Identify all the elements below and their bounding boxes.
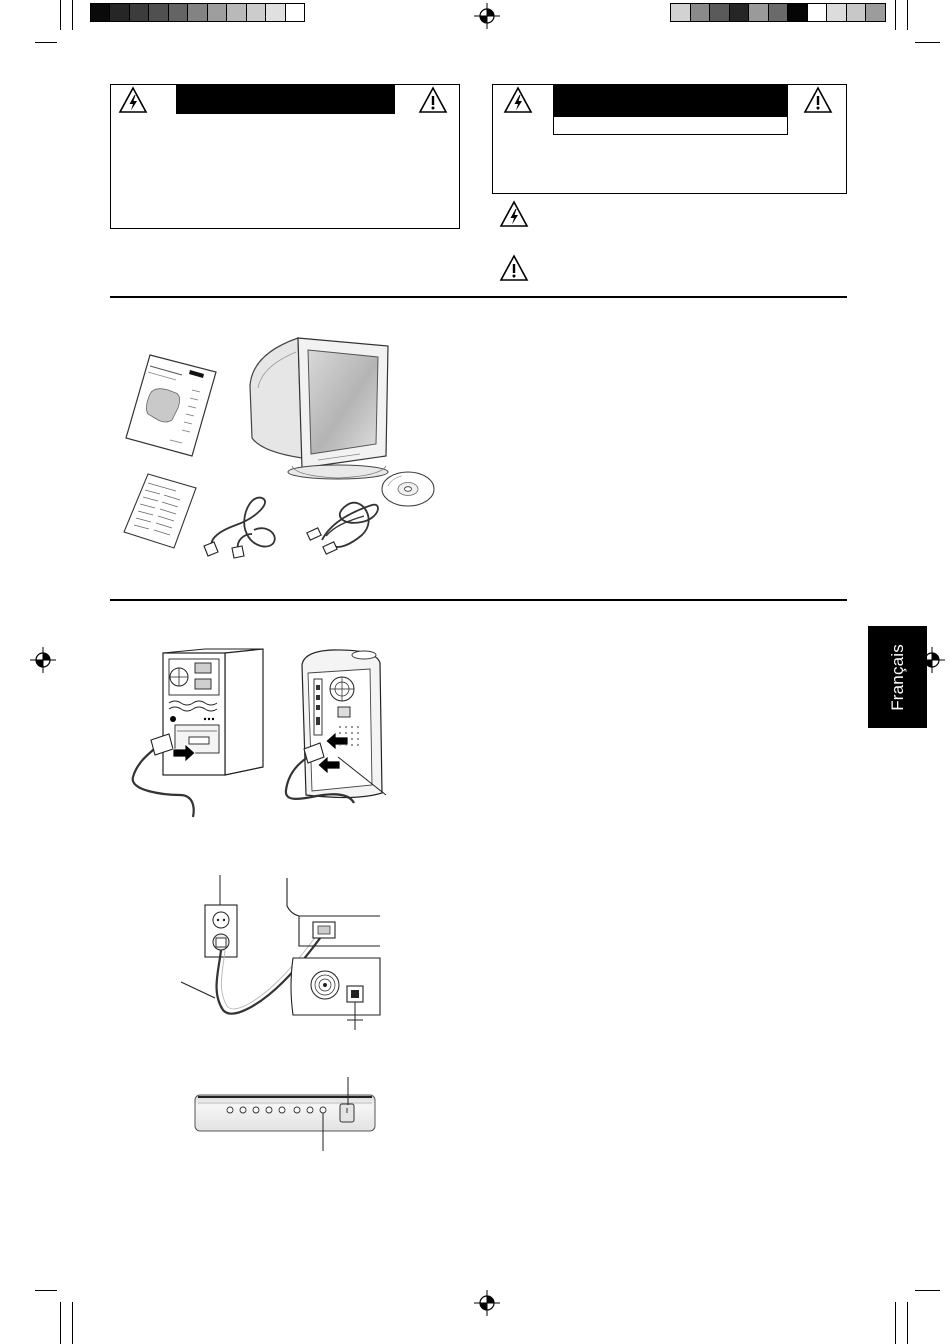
power-plug xyxy=(216,938,226,947)
calibration-right-swatch-3 xyxy=(710,4,730,21)
wall-socket xyxy=(213,912,229,928)
calibration-bar-left xyxy=(90,3,305,22)
crop-mark xyxy=(35,42,57,43)
calibration-right-swatch-11 xyxy=(866,4,885,21)
pc-tower-side xyxy=(225,649,263,775)
video-port xyxy=(189,737,209,744)
calibration-right-swatch-1 xyxy=(671,4,691,21)
crt-monitor-illustration xyxy=(240,326,400,486)
calibration-left-swatch-11 xyxy=(286,4,304,21)
crop-mark xyxy=(72,0,73,30)
calibration-left-swatch-4 xyxy=(149,4,168,21)
calibration-right-swatch-9 xyxy=(827,4,847,21)
crop-mark xyxy=(907,0,908,30)
control-button xyxy=(266,1107,272,1113)
calibration-left-swatch-7 xyxy=(208,4,227,21)
calibration-right-swatch-10 xyxy=(847,4,867,21)
d-sub-connector xyxy=(323,542,337,554)
crop-mark xyxy=(60,1302,61,1344)
section-divider xyxy=(110,296,847,298)
calibration-right-swatch-7 xyxy=(788,4,808,21)
exclamation-warning-icon xyxy=(803,86,833,114)
power-outlet-connection-illustration xyxy=(175,870,385,1035)
monitor-screen xyxy=(308,350,378,454)
power-cord-illustration xyxy=(200,490,282,560)
registration-mark-icon xyxy=(30,647,56,673)
crop-mark xyxy=(915,1290,940,1291)
registration-mark-icon xyxy=(474,3,500,29)
calibration-left-swatch-1 xyxy=(91,4,110,21)
exclamation-warning-icon xyxy=(499,254,529,282)
control-button xyxy=(253,1107,259,1113)
control-button xyxy=(307,1107,313,1113)
lightning-warning-icon xyxy=(499,200,529,228)
caution-subheader-box xyxy=(553,116,788,135)
user-manual-illustration xyxy=(120,350,220,460)
control-button xyxy=(240,1107,246,1113)
calibration-right-swatch-8 xyxy=(808,4,828,21)
lightning-warning-icon xyxy=(118,86,148,114)
power-plug xyxy=(204,542,218,556)
monitor-rear-outline xyxy=(287,878,380,916)
monitor-base xyxy=(288,465,388,479)
calibration-left-swatch-3 xyxy=(130,4,149,21)
cd-rom-illustration xyxy=(378,468,438,510)
section-divider xyxy=(110,599,847,601)
front-control-panel-illustration xyxy=(190,1075,380,1155)
calibration-right-swatch-4 xyxy=(730,4,750,21)
power-connector xyxy=(232,546,244,558)
crop-mark xyxy=(72,1302,73,1344)
crop-mark xyxy=(35,1290,57,1291)
crop-mark xyxy=(915,42,940,43)
crop-mark xyxy=(60,0,61,30)
control-button xyxy=(294,1107,300,1113)
callout-line xyxy=(181,982,215,998)
calibration-left-swatch-2 xyxy=(110,4,129,21)
calibration-right-swatch-2 xyxy=(691,4,711,21)
d-sub-connector xyxy=(307,528,321,540)
calibration-left-swatch-9 xyxy=(247,4,266,21)
control-button xyxy=(227,1107,233,1113)
crop-mark xyxy=(907,1302,908,1344)
mac-connection-illustration xyxy=(278,645,388,810)
calibration-right-swatch-6 xyxy=(769,4,789,21)
calibration-left-swatch-5 xyxy=(169,4,188,21)
calibration-right-swatch-5 xyxy=(749,4,769,21)
calibration-left-swatch-6 xyxy=(188,4,207,21)
crop-mark xyxy=(895,0,896,30)
calibration-left-swatch-10 xyxy=(266,4,285,21)
signal-cable-illustration xyxy=(302,490,382,560)
language-tab xyxy=(868,626,927,728)
control-button xyxy=(279,1107,285,1113)
pc-connection-illustration xyxy=(125,645,270,820)
warning-header-bar xyxy=(176,84,395,114)
crop-mark xyxy=(895,1302,896,1344)
calibration-bar-right xyxy=(670,3,886,22)
power-socket xyxy=(338,707,350,717)
language-tab-label: Français xyxy=(887,643,907,711)
caution-header-bar xyxy=(553,84,788,116)
exclamation-warning-icon xyxy=(418,86,448,114)
mac-handle xyxy=(352,651,376,659)
lightning-warning-icon xyxy=(503,86,533,114)
calibration-left-swatch-8 xyxy=(227,4,246,21)
control-button xyxy=(320,1107,326,1113)
quick-reference-sheet-illustration xyxy=(118,470,198,550)
registration-mark-icon xyxy=(474,1290,500,1316)
monitor-housing xyxy=(250,338,302,458)
